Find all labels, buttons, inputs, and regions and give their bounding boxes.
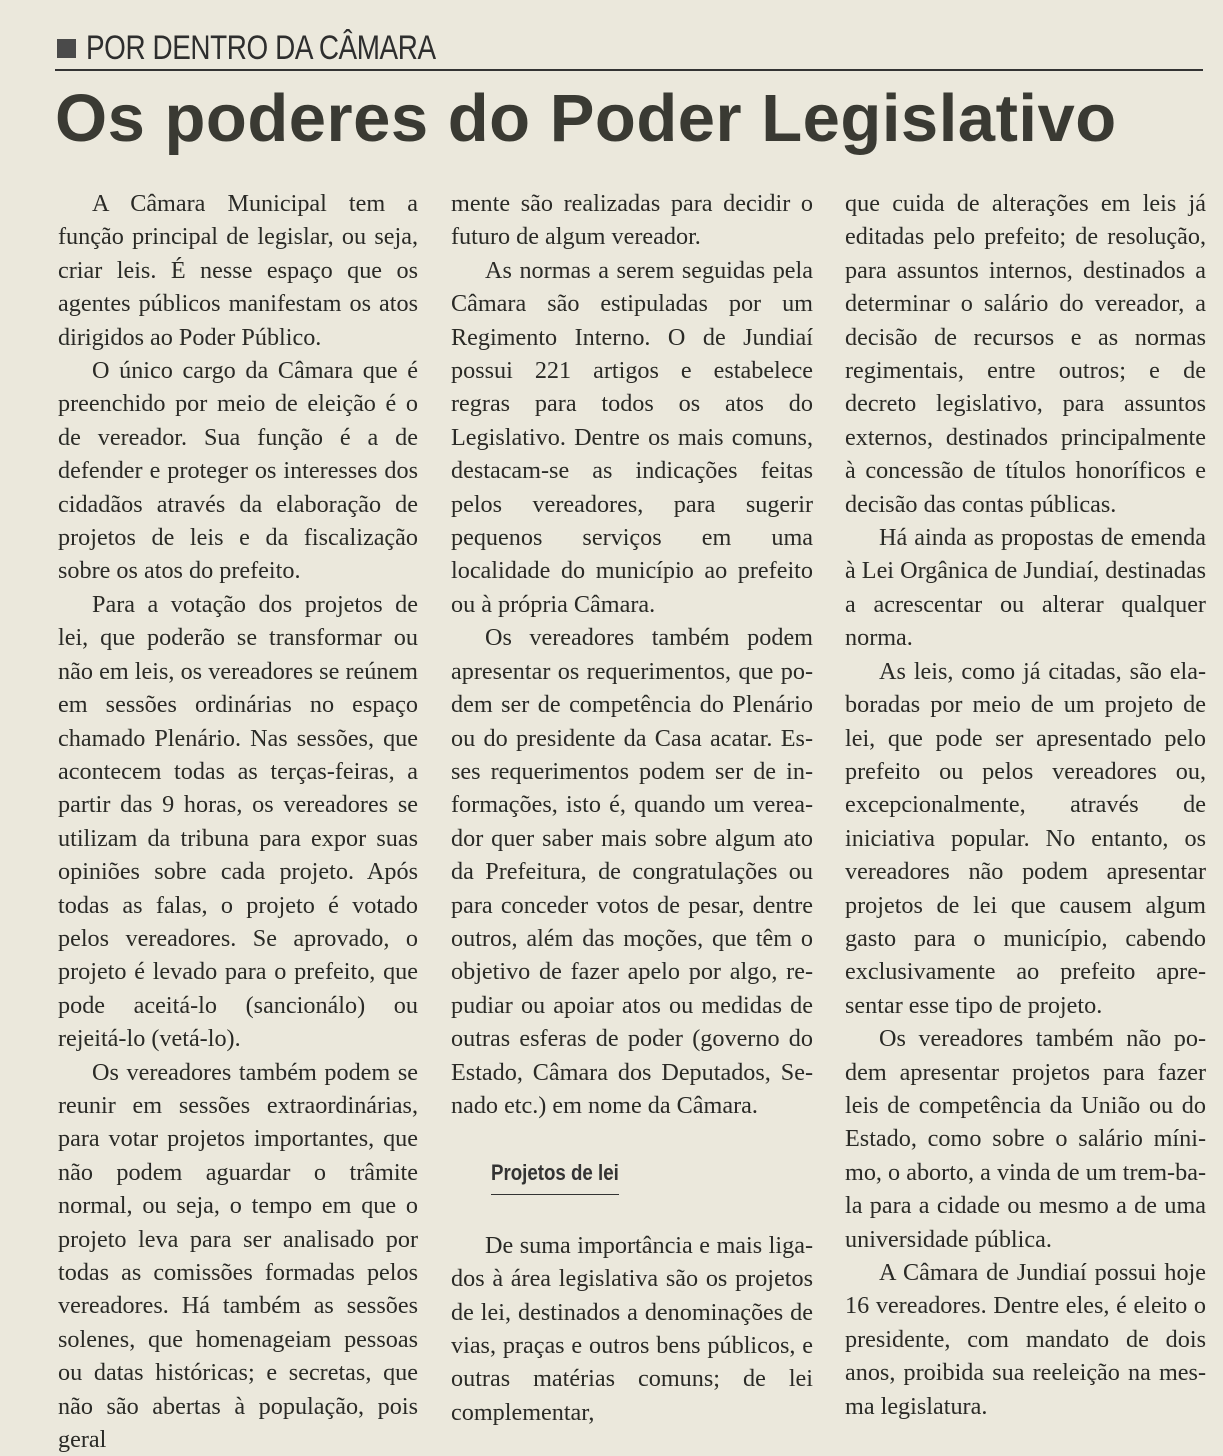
- paragraph: Os vereadores também podem apresentar os requerimentos, que podem ser de competência do Plenário ou do presidente da Casa acatar. Esses requerimentos podem ser de informações, isto é, quando um vereador quer saber mais sobre algum ato da Prefeitura, de congratulações ou para conceder votos de pesar, dentre outros, além das moções, que têm o objetivo de fazer apelo por algo, repudiar ou apoiar atos ou medidas de outras esferas de poder (governo do Estado, Câmara dos Deputados, Senado etc.) em nome da Câmara.: [451, 624, 813, 1119]
- section-label: POR DENTRO DA CÂMARA: [86, 28, 436, 67]
- subheading-block: [491, 1156, 813, 1194]
- paragraph: De suma importância e mais ligados à área legislativa são os projetos de lei, destinados a denominações de vias, praças e outros bens públicos, e outras matérias comuns; de lei complementar,: [451, 1231, 813, 1426]
- paragraph: Para a votação dos projetos de lei, que poderão se transformar ou não em leis, os vereadores se reúnem em sessões ordinárias no espaço chamado Plenário. Nas sessões, que acontecem todas as terças-feiras, a partir das 9 horas, os vereadores se utilizam da tribuna para expor suas opiniões sobre cada projeto. Após todas as falas, o projeto é votado pelos vereadores. Se aprovado, o projeto é levado para o prefeito, que pode aceitá-lo (sancionálo) ou rejeitá-lo (vetá-lo).: [58, 590, 418, 1053]
- article-column-2: [451, 187, 813, 1426]
- header-rule: [55, 69, 1203, 71]
- paragraph: Os vereadores também podem se reunir em sessões extraordinárias, para votar projetos importantes, que não podem aguardar o trâmite normal, ou seja, o tempo em que o projeto leva para ser analisado por todas as comissões formadas pelos vereadores. Há também as sessões solenes, que homenageiam pessoas ou datas históricas; e secretas, que não são abertas à população, pois geral: [58, 1058, 418, 1454]
- paragraph: As normas a serem seguidas pela Câmara são estipuladas por um Regimento Interno. O de Jundiaí possui 221 artigos e estabelece regras para todos os atos do Legislativo. Dentre os mais comuns, destacam-se as indicações feitas pelos vereadores, para sugerir pequenos serviços em uma localidade do município ao prefeito ou à própria Câmara.: [451, 256, 813, 618]
- section-square-icon: [57, 39, 76, 58]
- subheading-rule: [491, 1194, 619, 1195]
- paragraph: O único cargo da Câmara que é preenchido por meio de eleição é o de vereador. Sua função é a de defender e proteger os interesses dos cidadãos através da elaboração de projetos de leis e da fiscalização sobre os atos do prefeito.: [58, 357, 418, 585]
- paragraph: A Câmara Municipal tem a função principal de legislar, ou seja, criar leis. É nesse espaço que os agentes públicos manifestam os atos dirigidos ao Poder Público.: [58, 190, 418, 351]
- paragraph: mente são realizadas para decidir o futuro de algum vereador.: [451, 190, 813, 251]
- paragraph: As leis, como já citadas, são elaboradas por meio de um projeto de lei, que pode ser apresentado pelo prefeito ou pelos vereadores ou, excepcionalmente, através de iniciativa popular. No entanto, os vereadores não podem apresentar projetos de lei que causem algum gasto para o município, cabendo exclusivamente ao prefeito apresentar esse tipo de projeto.: [845, 657, 1206, 1019]
- article-column-3: [845, 187, 1206, 1420]
- subheading: Projetos de lei: [491, 1160, 619, 1186]
- headline: Os poderes do Poder Legislativo: [55, 81, 1117, 156]
- paragraph: Os vereadores também não podem apresentar projetos para fazer leis de competência da União ou do Estado, como sobre o salário mínimo, o aborto, a vinda de um trem-bala para a cidade ou mesmo a de uma universidade pública.: [845, 1025, 1206, 1253]
- article-column-1: [58, 187, 418, 1454]
- paragraph: que cuida de alterações em leis já editadas pelo prefeito; de resolução, para assuntos internos, destinados a determinar o salário do vereador, a decisão de recursos e as normas regimentais, entre outros; e de decreto legislativo, para assuntos externos, destinados principalmente à concessão de títulos honoríficos e decisão das contas públicas.: [845, 190, 1206, 518]
- paragraph: Há ainda as propostas de emenda à Lei Orgânica de Jundiaí, destinadas a acrescentar ou alterar qualquer norma.: [845, 524, 1206, 652]
- paragraph: A Câmara de Jundiaí possui hoje 16 vereadores. Dentre eles, é eleito o presidente, com mandato de dois anos, proibida sua reeleição na mesma legislatura.: [845, 1259, 1206, 1420]
- section-header: [57, 28, 512, 68]
